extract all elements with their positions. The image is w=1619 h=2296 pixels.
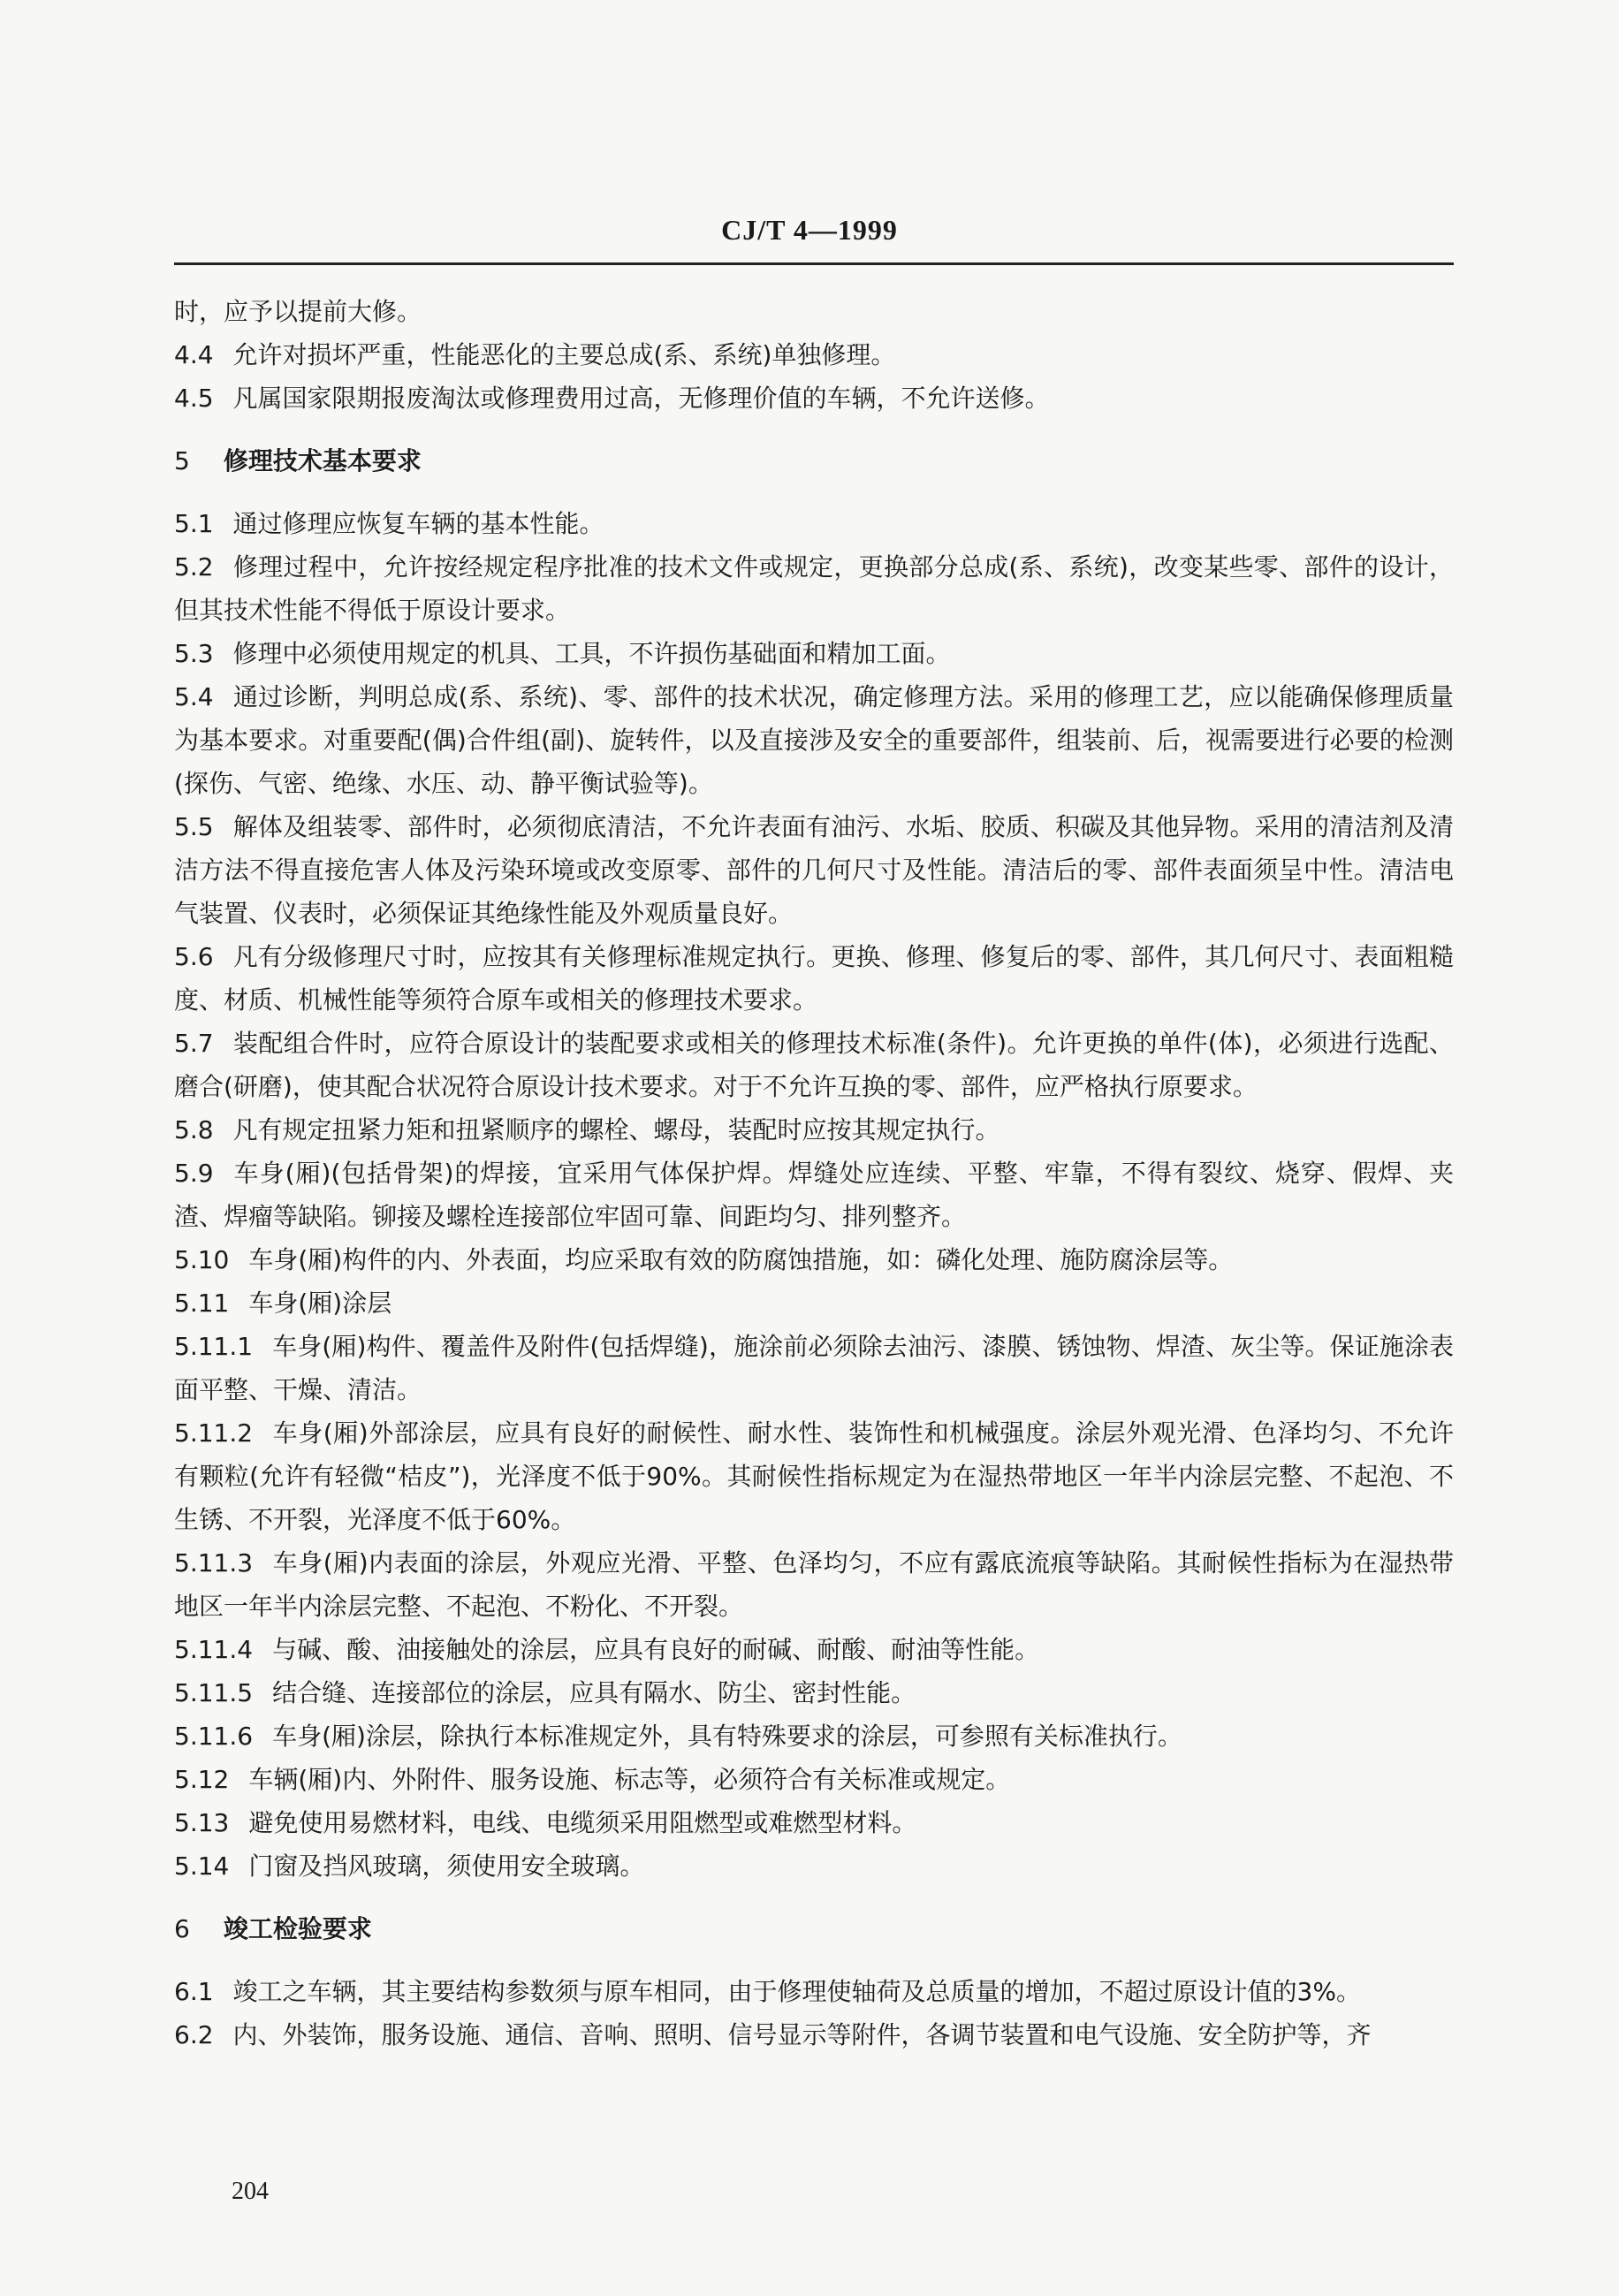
clause-number: 5.3 (174, 639, 214, 668)
clause-text: 凡有分级修理尺寸时，应按其有关修理标准规定执行。更换、修理、修复后的零、部件，其几何尺寸、表面粗糙度、材质、机械性能等须符合原车或相关的修理技术要求。 (174, 942, 1454, 1015)
clause-text: 车身(厢)构件、覆盖件及附件(包括焊缝)，施涂前必须除去油污、漆膜、锈蚀物、焊渣、灰尘等。保证施涂表面平整、干燥、清洁。 (174, 1332, 1454, 1404)
clause-text: 允许对损坏严重，性能恶化的主要总成(系、系统)单独修理。 (232, 340, 896, 369)
clause-number: 5.6 (174, 942, 214, 971)
clause-number: 5.9 (174, 1159, 214, 1188)
clause-paragraph (174, 333, 1454, 376)
clause-number: 5.12 (174, 1765, 230, 1794)
clause-number: 5.11.6 (174, 1722, 254, 1751)
clause-paragraph (174, 1970, 1454, 2013)
clause-paragraph (174, 1238, 1454, 1281)
clause-number: 5.13 (174, 1808, 230, 1837)
clause-paragraph (174, 935, 1454, 1022)
clause-number: 5.11.4 (174, 1635, 254, 1664)
clause-paragraph (174, 1801, 1454, 1844)
clause-text: 时，应予以提前大修。 (174, 297, 422, 326)
clause-text: 结合缝、连接部位的涂层，应具有隔水、防尘、密封性能。 (272, 1678, 916, 1707)
header-rule (174, 262, 1454, 265)
clause-number: 5.11.3 (174, 1548, 254, 1578)
clause-text: 车身(厢)内表面的涂层，外观应光滑、平整、色泽均匀，不应有露底流痕等缺陷。其耐候性指标为在湿热带地区一年半内涂层完整、不起泡、不粉化、不开裂。 (174, 1548, 1454, 1621)
document-body (174, 290, 1454, 2057)
clause-text: 竣工之车辆，其主要结构参数须与原车相同，由于修理使轴荷及总质量的增加，不超过原设计值的3%。 (232, 1977, 1361, 2006)
clause-paragraph (174, 1022, 1454, 1108)
clause-text: 避免使用易燃材料，电线、电缆须采用阻燃型或难燃型材料。 (248, 1808, 917, 1837)
section-heading (174, 1907, 1454, 1950)
clause-text: 通过修理应恢复车辆的基本性能。 (232, 509, 604, 538)
clause-number: 5.7 (174, 1029, 214, 1058)
clause-number: 5.11 (174, 1289, 230, 1318)
clause-text: 内、外装饰，服务设施、通信、音响、照明、信号显示等附件，各调节装置和电气设施、安全防护等，齐 (232, 2020, 1372, 2049)
clause-text: 装配组合件时，应符合原设计的装配要求或相关的修理技术标准(条件)。允许更换的单件(体)，必须进行选配、磨合(研磨)，使其配合状况符合原设计技术要求。对于不允许互换的零、部件，应严格执行原要求。 (174, 1029, 1454, 1101)
clause-paragraph (174, 1758, 1454, 1801)
clause-paragraph (174, 2013, 1454, 2057)
clause-paragraph (174, 805, 1454, 935)
clause-number: 5 (174, 446, 190, 475)
clause-text: 凡有规定扭紧力矩和扭紧顺序的螺栓、螺母，装配时应按其规定执行。 (232, 1115, 1000, 1144)
clause-text: 车身(厢)构件的内、外表面，均应采取有效的防腐蚀措施，如：磷化处理、施防腐涂层等。 (248, 1245, 1234, 1274)
clause-number: 5.8 (174, 1115, 214, 1144)
clause-paragraph (174, 290, 1454, 333)
clause-text: 通过诊断，判明总成(系、系统)、零、部件的技术状况，确定修理方法。采用的修理工艺，应以能确保修理质量为基本要求。对重要配(偶)合件组(副)、旋转件，以及直接涉及安全的重要部件，组装前、后，视需要进行必要的检测(探伤、气密、绝缘、水压、动、静平衡试验等)。 (174, 682, 1454, 798)
clause-paragraph (174, 1714, 1454, 1758)
clause-number: 5.4 (174, 682, 214, 711)
clause-number: 6.2 (174, 2020, 214, 2049)
clause-text: 修理技术基本要求 (223, 446, 422, 475)
clause-number: 5.11.2 (174, 1418, 254, 1448)
clause-number: 6 (174, 1914, 190, 1943)
clause-number: 5.11.1 (174, 1332, 254, 1361)
clause-paragraph (174, 1108, 1454, 1152)
clause-paragraph (174, 1541, 1454, 1628)
clause-paragraph (174, 1325, 1454, 1411)
clause-text: 车身(厢)涂层 (248, 1289, 392, 1318)
clause-text: 车辆(厢)内、外附件、服务设施、标志等，必须符合有关标准或规定。 (248, 1765, 1011, 1794)
clause-text: 车身(厢)涂层，除执行本标准规定外，具有特殊要求的涂层，可参照有关标准执行。 (272, 1722, 1182, 1751)
clause-paragraph (174, 632, 1454, 675)
clause-text: 修理过程中，允许按经规定程序批准的技术文件或规定，更换部分总成(系、系统)，改变某些零、部件的设计，但其技术性能不得低于原设计要求。 (174, 552, 1454, 625)
clause-paragraph (174, 1628, 1454, 1671)
clause-number: 5.10 (174, 1245, 230, 1274)
clause-paragraph (174, 1671, 1454, 1714)
clause-paragraph (174, 545, 1454, 632)
clause-number: 5.1 (174, 509, 214, 538)
clause-paragraph (174, 1152, 1454, 1238)
standard-code-header: CJ/T 4—1999 (721, 214, 898, 246)
clause-paragraph (174, 502, 1454, 545)
clause-text: 竣工检验要求 (223, 1914, 372, 1943)
clause-text: 与碱、酸、油接触处的涂层，应具有良好的耐碱、耐酸、耐油等性能。 (272, 1635, 1040, 1664)
clause-paragraph (174, 1281, 1454, 1325)
clause-number: 5.2 (174, 552, 214, 582)
clause-number: 4.5 (174, 384, 214, 413)
clause-number: 5.5 (174, 812, 214, 841)
clause-number: 4.4 (174, 340, 214, 369)
clause-number: 5.14 (174, 1851, 230, 1881)
clause-paragraph (174, 675, 1454, 805)
clause-number: 6.1 (174, 1977, 214, 2006)
page-number: 204 (232, 2178, 269, 2205)
clause-paragraph (174, 1411, 1454, 1541)
clause-text: 车身(厢)外部涂层，应具有良好的耐候性、耐水性、装饰性和机械强度。涂层外观光滑、色泽均匀、不允许有颗粒(允许有轻微“桔皮”)，光泽度不低于90%。其耐候性指标规定为在湿热带地区一年半内涂层完整、不起泡、不生锈、不开裂，光泽度不低于60%。 (174, 1418, 1454, 1534)
clause-text: 解体及组装零、部件时，必须彻底清洁，不允许表面有油污、水垢、胶质、积碳及其他异物。采用的清洁剂及清洁方法不得直接危害人体及污染环境或改变原零、部件的几何尺寸及性能。清洁后的零、部件表面须呈中性。清洁电气装置、仪表时，必须保证其绝缘性能及外观质量良好。 (174, 812, 1454, 928)
clause-paragraph (174, 376, 1454, 420)
clause-text: 凡属国家限期报废淘汰或修理费用过高，无修理价值的车辆，不允许送修。 (232, 384, 1050, 413)
clause-number: 5.11.5 (174, 1678, 254, 1707)
section-heading (174, 439, 1454, 483)
clause-paragraph (174, 1844, 1454, 1888)
clause-text: 修理中必须使用规定的机具、工具，不许损伤基础面和精加工面。 (232, 639, 951, 668)
clause-text: 车身(厢)(包括骨架)的焊接，宜采用气体保护焊。焊缝处应连续、平整、牢靠，不得有裂纹、烧穿、假焊、夹渣、焊瘤等缺陷。铆接及螺栓连接部位牢固可靠、间距均匀、排列整齐。 (174, 1159, 1454, 1231)
clause-text: 门窗及挡风玻璃，须使用安全玻璃。 (248, 1851, 645, 1881)
